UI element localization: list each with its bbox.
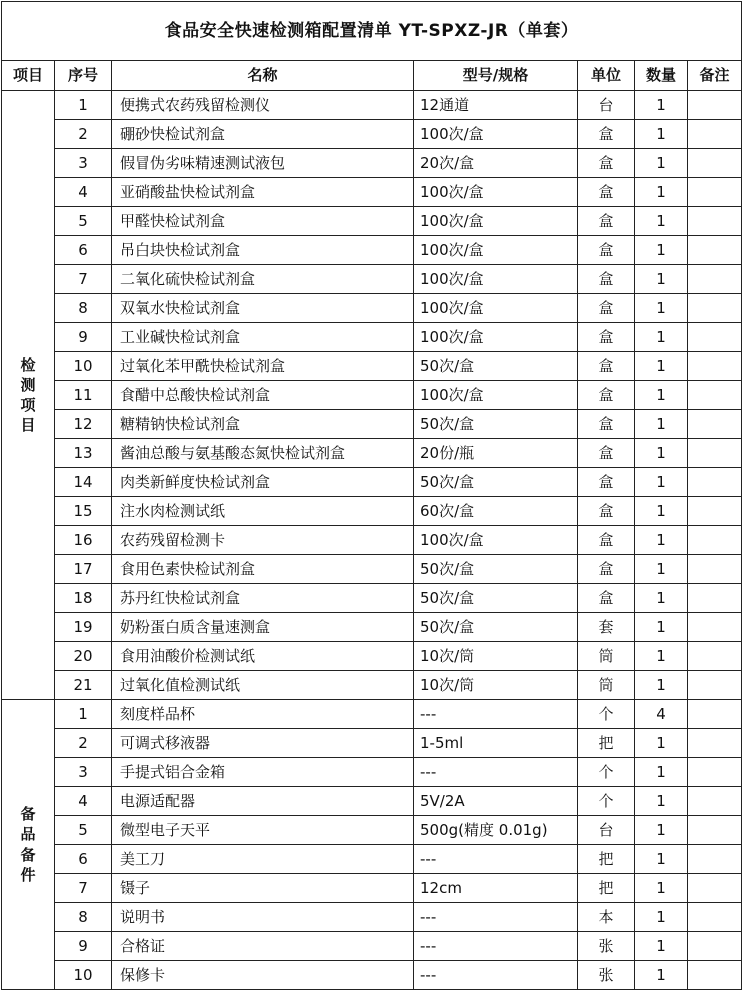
table-row xyxy=(2,642,742,671)
row-quantity: 4 xyxy=(635,700,688,729)
table-body xyxy=(2,91,742,990)
row-unit: 盒 xyxy=(578,555,635,584)
row-name: 美工刀 xyxy=(112,845,414,874)
row-name: 食用油酸价检测试纸 xyxy=(112,642,414,671)
row-name: 保修卡 xyxy=(112,961,414,990)
row-note xyxy=(688,758,742,787)
table-row xyxy=(2,932,742,961)
row-unit: 盒 xyxy=(578,323,635,352)
table-row xyxy=(2,729,742,758)
row-model: 12通道 xyxy=(414,91,578,120)
row-note xyxy=(688,323,742,352)
row-quantity: 1 xyxy=(635,845,688,874)
row-model: 100次/盒 xyxy=(414,265,578,294)
row-number: 16 xyxy=(55,526,112,555)
row-note xyxy=(688,613,742,642)
table-row xyxy=(2,613,742,642)
row-name: 甲醛快检试剂盒 xyxy=(112,207,414,236)
row-quantity: 1 xyxy=(635,207,688,236)
row-unit: 张 xyxy=(578,932,635,961)
group-label xyxy=(2,700,55,990)
row-number: 17 xyxy=(55,555,112,584)
row-note xyxy=(688,207,742,236)
row-note xyxy=(688,468,742,497)
row-unit: 台 xyxy=(578,91,635,120)
row-unit: 盒 xyxy=(578,352,635,381)
row-number: 6 xyxy=(55,236,112,265)
row-model: 50次/盒 xyxy=(414,410,578,439)
row-note xyxy=(688,120,742,149)
group-label-text: 备品备件 xyxy=(20,805,36,884)
row-note xyxy=(688,555,742,584)
row-unit: 盒 xyxy=(578,381,635,410)
row-quantity: 1 xyxy=(635,961,688,990)
row-number: 20 xyxy=(55,642,112,671)
row-note xyxy=(688,294,742,323)
row-number: 21 xyxy=(55,671,112,700)
row-number: 1 xyxy=(55,700,112,729)
table-row xyxy=(2,352,742,381)
row-note xyxy=(688,932,742,961)
row-quantity: 1 xyxy=(635,526,688,555)
row-model: 10次/筒 xyxy=(414,671,578,700)
row-name: 农药残留检测卡 xyxy=(112,526,414,555)
row-model: --- xyxy=(414,845,578,874)
row-unit: 盒 xyxy=(578,120,635,149)
row-name: 便携式农药残留检测仪 xyxy=(112,91,414,120)
row-number: 2 xyxy=(55,120,112,149)
header-name: 名称 xyxy=(112,61,414,91)
table-row xyxy=(2,816,742,845)
row-number: 5 xyxy=(55,816,112,845)
row-name: 过氧化值检测试纸 xyxy=(112,671,414,700)
row-model: 500g(精度 0.01g) xyxy=(414,816,578,845)
row-number: 1 xyxy=(55,91,112,120)
table-row xyxy=(2,961,742,990)
table-row xyxy=(2,265,742,294)
row-quantity: 1 xyxy=(635,439,688,468)
row-model: 100次/盒 xyxy=(414,526,578,555)
row-note xyxy=(688,352,742,381)
row-quantity: 1 xyxy=(635,236,688,265)
table-row xyxy=(2,497,742,526)
row-model: 100次/盒 xyxy=(414,294,578,323)
row-name: 亚硝酸盐快检试剂盒 xyxy=(112,178,414,207)
row-quantity: 1 xyxy=(635,178,688,207)
row-quantity: 1 xyxy=(635,555,688,584)
row-unit: 筒 xyxy=(578,642,635,671)
row-model: 100次/盒 xyxy=(414,120,578,149)
group-label-text: 检测项目 xyxy=(20,355,36,435)
row-number: 15 xyxy=(55,497,112,526)
row-name: 工业碱快检试剂盒 xyxy=(112,323,414,352)
row-note xyxy=(688,584,742,613)
row-model: 50次/盒 xyxy=(414,555,578,584)
config-table xyxy=(1,1,742,990)
row-note xyxy=(688,874,742,903)
row-quantity: 1 xyxy=(635,932,688,961)
row-model: 5V/2A xyxy=(414,787,578,816)
header-qty: 数量 xyxy=(635,61,688,91)
table-row xyxy=(2,149,742,178)
row-number: 8 xyxy=(55,903,112,932)
row-model: 50次/盒 xyxy=(414,584,578,613)
row-number: 7 xyxy=(55,874,112,903)
table-row xyxy=(2,236,742,265)
row-name: 镊子 xyxy=(112,874,414,903)
row-note xyxy=(688,497,742,526)
row-number: 9 xyxy=(55,932,112,961)
row-name: 二氧化硫快检试剂盒 xyxy=(112,265,414,294)
row-model: 100次/盒 xyxy=(414,381,578,410)
row-unit: 把 xyxy=(578,729,635,758)
row-unit: 盒 xyxy=(578,526,635,555)
row-quantity: 1 xyxy=(635,265,688,294)
row-unit: 本 xyxy=(578,903,635,932)
row-model: 50次/盒 xyxy=(414,468,578,497)
row-note xyxy=(688,410,742,439)
row-number: 14 xyxy=(55,468,112,497)
row-number: 3 xyxy=(55,149,112,178)
table-title: 食品安全快速检测箱配置清单 YT-SPXZ-JR（单套） xyxy=(2,2,742,61)
row-name: 苏丹红快检试剂盒 xyxy=(112,584,414,613)
row-model: 100次/盒 xyxy=(414,236,578,265)
row-name: 酱油总酸与氨基酸态氮快检试剂盒 xyxy=(112,439,414,468)
row-quantity: 1 xyxy=(635,352,688,381)
row-unit: 盒 xyxy=(578,207,635,236)
row-number: 19 xyxy=(55,613,112,642)
row-quantity: 1 xyxy=(635,91,688,120)
row-model: --- xyxy=(414,758,578,787)
row-note xyxy=(688,642,742,671)
row-name: 食醋中总酸快检试剂盒 xyxy=(112,381,414,410)
row-note xyxy=(688,381,742,410)
row-name: 合格证 xyxy=(112,932,414,961)
row-note xyxy=(688,845,742,874)
row-note xyxy=(688,236,742,265)
row-model: 20份/瓶 xyxy=(414,439,578,468)
table-row xyxy=(2,468,742,497)
row-note xyxy=(688,700,742,729)
row-name: 过氧化苯甲酰快检试剂盒 xyxy=(112,352,414,381)
row-unit: 把 xyxy=(578,845,635,874)
config-list-sheet xyxy=(1,1,749,992)
row-model: 50次/盒 xyxy=(414,613,578,642)
row-note xyxy=(688,787,742,816)
row-number: 6 xyxy=(55,845,112,874)
table-row xyxy=(2,758,742,787)
row-quantity: 1 xyxy=(635,381,688,410)
row-quantity: 1 xyxy=(635,294,688,323)
row-name: 说明书 xyxy=(112,903,414,932)
row-quantity: 1 xyxy=(635,874,688,903)
row-unit: 盒 xyxy=(578,294,635,323)
header-note: 备注 xyxy=(688,61,742,91)
table-row xyxy=(2,439,742,468)
table-row xyxy=(2,381,742,410)
row-unit: 盒 xyxy=(578,178,635,207)
row-note xyxy=(688,671,742,700)
row-name: 硼砂快检试剂盒 xyxy=(112,120,414,149)
row-unit: 盒 xyxy=(578,236,635,265)
row-number: 13 xyxy=(55,439,112,468)
row-name: 肉类新鲜度快检试剂盒 xyxy=(112,468,414,497)
row-name: 手提式铝合金箱 xyxy=(112,758,414,787)
row-model: --- xyxy=(414,961,578,990)
header-model: 型号/规格 xyxy=(414,61,578,91)
row-unit: 盒 xyxy=(578,584,635,613)
row-quantity: 1 xyxy=(635,497,688,526)
row-number: 3 xyxy=(55,758,112,787)
row-unit: 筒 xyxy=(578,671,635,700)
row-note xyxy=(688,903,742,932)
row-unit: 套 xyxy=(578,613,635,642)
row-number: 12 xyxy=(55,410,112,439)
row-name: 糖精钠快检试剂盒 xyxy=(112,410,414,439)
row-note xyxy=(688,149,742,178)
row-quantity: 1 xyxy=(635,671,688,700)
table-row xyxy=(2,91,742,120)
header-row xyxy=(2,61,742,91)
row-model: --- xyxy=(414,903,578,932)
row-model: 100次/盒 xyxy=(414,323,578,352)
row-number: 4 xyxy=(55,787,112,816)
row-quantity: 1 xyxy=(635,120,688,149)
table-row xyxy=(2,120,742,149)
row-name: 奶粉蛋白质含量速测盒 xyxy=(112,613,414,642)
row-unit: 个 xyxy=(578,758,635,787)
row-model: 100次/盒 xyxy=(414,207,578,236)
row-name: 吊白块快检试剂盒 xyxy=(112,236,414,265)
row-model: 1-5ml xyxy=(414,729,578,758)
row-quantity: 1 xyxy=(635,410,688,439)
row-quantity: 1 xyxy=(635,903,688,932)
row-number: 2 xyxy=(55,729,112,758)
row-quantity: 1 xyxy=(635,729,688,758)
table-row xyxy=(2,787,742,816)
row-unit: 个 xyxy=(578,787,635,816)
row-note xyxy=(688,816,742,845)
table-row xyxy=(2,207,742,236)
row-quantity: 1 xyxy=(635,584,688,613)
row-note xyxy=(688,961,742,990)
row-name: 假冒伪劣味精速测试液包 xyxy=(112,149,414,178)
table-row xyxy=(2,671,742,700)
header-item: 项目 xyxy=(2,61,55,91)
row-number: 10 xyxy=(55,352,112,381)
header-no: 序号 xyxy=(55,61,112,91)
row-note xyxy=(688,91,742,120)
row-quantity: 1 xyxy=(635,816,688,845)
row-note xyxy=(688,178,742,207)
row-model: --- xyxy=(414,932,578,961)
row-name: 双氧水快检试剂盒 xyxy=(112,294,414,323)
table-row xyxy=(2,845,742,874)
row-model: --- xyxy=(414,700,578,729)
row-number: 18 xyxy=(55,584,112,613)
row-unit: 盒 xyxy=(578,497,635,526)
table-row xyxy=(2,323,742,352)
row-number: 10 xyxy=(55,961,112,990)
row-model: 100次/盒 xyxy=(414,178,578,207)
table-row xyxy=(2,903,742,932)
row-number: 8 xyxy=(55,294,112,323)
table-row xyxy=(2,584,742,613)
row-unit: 盒 xyxy=(578,149,635,178)
table-row xyxy=(2,178,742,207)
row-unit: 盒 xyxy=(578,265,635,294)
table-row xyxy=(2,410,742,439)
row-unit: 盒 xyxy=(578,468,635,497)
table-row xyxy=(2,700,742,729)
row-note xyxy=(688,729,742,758)
row-name: 食用色素快检试剂盒 xyxy=(112,555,414,584)
row-name: 刻度样品杯 xyxy=(112,700,414,729)
row-quantity: 1 xyxy=(635,758,688,787)
table-row xyxy=(2,874,742,903)
row-name: 可调式移液器 xyxy=(112,729,414,758)
row-model: 12cm xyxy=(414,874,578,903)
row-quantity: 1 xyxy=(635,323,688,352)
row-unit: 盒 xyxy=(578,410,635,439)
row-number: 5 xyxy=(55,207,112,236)
row-note xyxy=(688,526,742,555)
row-name: 电源适配器 xyxy=(112,787,414,816)
row-name: 注水肉检测试纸 xyxy=(112,497,414,526)
row-quantity: 1 xyxy=(635,642,688,671)
row-model: 10次/筒 xyxy=(414,642,578,671)
row-unit: 把 xyxy=(578,874,635,903)
row-unit: 个 xyxy=(578,700,635,729)
row-number: 7 xyxy=(55,265,112,294)
row-quantity: 1 xyxy=(635,149,688,178)
row-note xyxy=(688,439,742,468)
row-unit: 盒 xyxy=(578,439,635,468)
row-quantity: 1 xyxy=(635,613,688,642)
row-number: 4 xyxy=(55,178,112,207)
table-row xyxy=(2,526,742,555)
row-quantity: 1 xyxy=(635,468,688,497)
header-unit: 单位 xyxy=(578,61,635,91)
row-name: 微型电子天平 xyxy=(112,816,414,845)
row-model: 60次/盒 xyxy=(414,497,578,526)
row-quantity: 1 xyxy=(635,787,688,816)
group-label xyxy=(2,91,55,700)
row-number: 9 xyxy=(55,323,112,352)
row-note xyxy=(688,265,742,294)
row-unit: 台 xyxy=(578,816,635,845)
row-number: 11 xyxy=(55,381,112,410)
row-model: 50次/盒 xyxy=(414,352,578,381)
table-row xyxy=(2,294,742,323)
table-row xyxy=(2,555,742,584)
row-model: 20次/盒 xyxy=(414,149,578,178)
row-unit: 张 xyxy=(578,961,635,990)
